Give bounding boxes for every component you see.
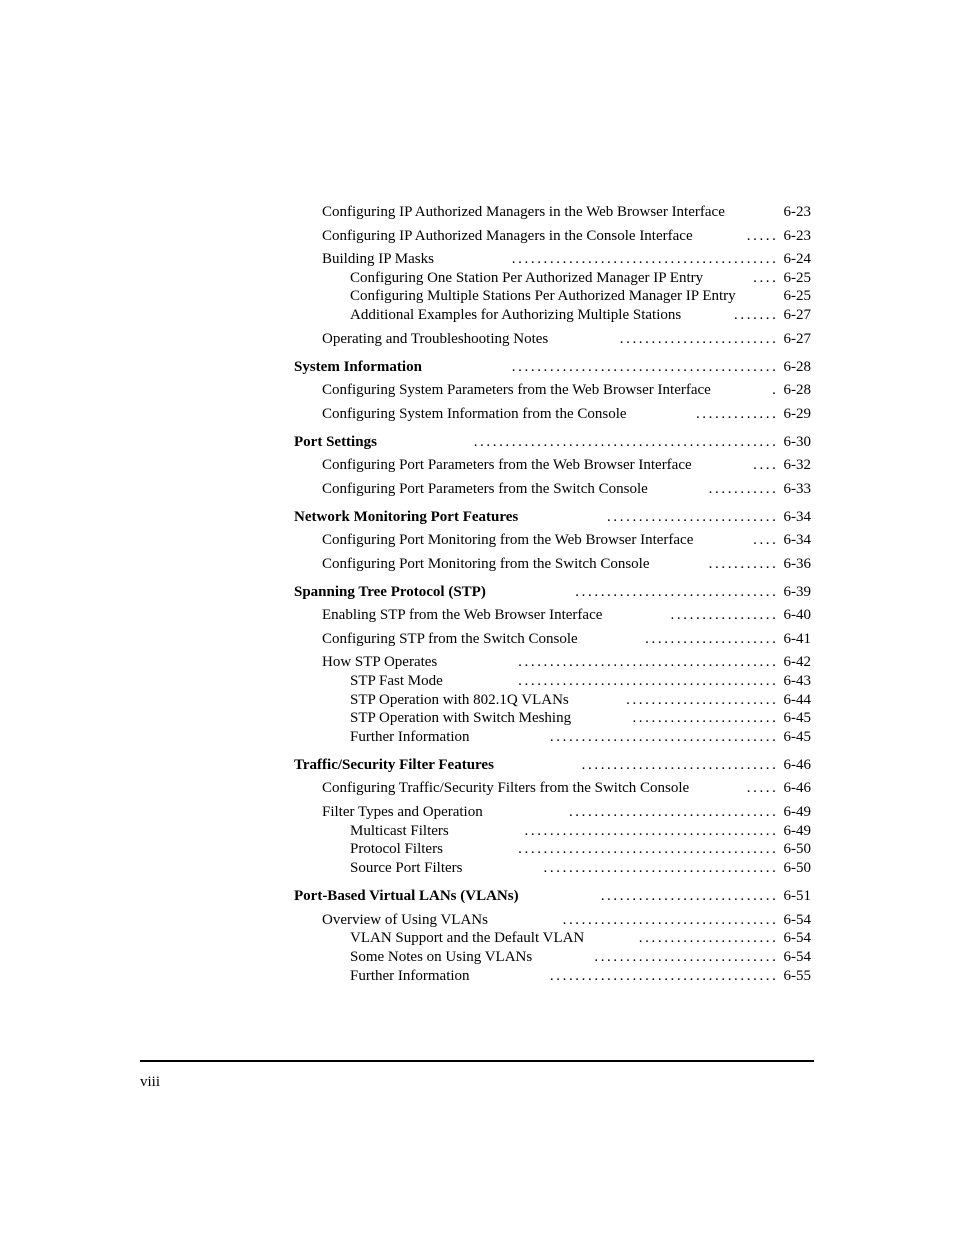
toc-entry-page: 6-44 [783,692,811,708]
toc-entry[interactable] [322,778,811,798]
toc-entry-leader: ................................. [568,804,779,820]
toc-entry-title: Configuring Port Parameters from the Web Browser Interface [322,457,692,473]
toc-entry-leader: ......................................... [518,673,779,689]
toc-entry-page: 6-49 [783,804,811,820]
toc-entry-title: How STP Operates [322,654,438,670]
toc-entry-title: Source Port Filters [350,860,463,876]
toc-entry[interactable] [322,802,811,822]
toc-entry-leader: .... [753,532,779,548]
toc-entry-leader: ..................... [645,631,779,647]
toc-entry-title: Configuring Port Parameters from the Switch Console [322,481,648,497]
toc-entry-title: Port-Based Virtual LANs (VLANs) [294,888,519,904]
toc-entry[interactable] [294,886,811,906]
toc-entry-title: Further Information [350,968,470,984]
toc-entry-leader: ....................... [632,710,779,726]
toc-entry-title: Port Settings [294,434,377,450]
toc-entry-page: 6-25 [783,270,811,286]
toc-entry-leader: ....... [734,307,779,323]
toc-entry-page: 6-41 [783,631,811,647]
toc-entry-page: 6-54 [783,912,811,928]
toc-entry-page: 6-55 [783,968,811,984]
toc-entry-title: Configuring One Station Per Authorized Manager IP Entry [350,270,704,286]
toc-entry[interactable] [322,380,811,400]
toc-entry-leader: ........... [708,556,779,572]
toc-entry[interactable] [294,432,811,452]
toc-entry-title: Spanning Tree Protocol (STP) [294,584,486,600]
toc-entry-title: Network Monitoring Port Features [294,509,519,525]
toc-entry-page: 6-42 [783,654,811,670]
toc-entry-leader: .................................... [549,968,779,984]
toc-entry-leader: ......................................... [518,654,779,670]
toc-entry-leader: ............................ [600,888,779,904]
toc-entry-title: Some Notes on Using VLANs [350,949,533,965]
toc-entry-page: 6-46 [783,780,811,796]
toc-entry-page: 6-40 [783,607,811,623]
toc-entry-title: STP Operation with Switch Meshing [350,710,572,726]
toc-entry-page: 6-54 [783,930,811,946]
toc-entry[interactable] [294,582,811,602]
toc-entry-title: Multicast Filters [350,823,449,839]
toc-entry[interactable] [350,966,811,986]
toc-entry-leader: ........................ [626,692,779,708]
toc-entry-title: Configuring Multiple Stations Per Authorized Manager IP Entry [350,288,736,304]
toc-entry[interactable] [350,821,811,841]
toc-entry-page: 6-30 [783,434,811,450]
toc-entry-page: 6-29 [783,406,811,422]
toc-entry[interactable] [322,652,811,672]
toc-entry-title: Configuring IP Authorized Managers in the Web Browser Interface [322,204,725,220]
toc-entry-page: 6-25 [783,288,811,304]
toc-entry-title: Filter Types and Operation [322,804,483,820]
toc-entry-page: 6-33 [783,481,811,497]
toc-entry[interactable] [322,404,811,424]
toc-entry-leader: ........................... [607,509,779,525]
toc-entry[interactable] [350,839,811,859]
toc-entry-page: 6-32 [783,457,811,473]
toc-entry-title: Overview of Using VLANs [322,912,488,928]
toc-entry[interactable] [350,286,811,306]
toc-entry-leader: .................................... [549,729,779,745]
toc-entry-page: 6-34 [783,532,811,548]
toc-entry-page: 6-54 [783,949,811,965]
toc-entry[interactable] [350,708,811,728]
toc-entry-leader: ..... [746,780,779,796]
toc-entry-leader: ..... [746,228,779,244]
toc-entry[interactable] [350,947,811,967]
toc-entry-page: 6-50 [783,860,811,876]
toc-entry-page: 6-46 [783,757,811,773]
toc-entry-page: 6-49 [783,823,811,839]
toc-entry-leader: ......................... [619,331,779,347]
toc-entry-page: 6-23 [783,204,811,220]
toc-entry-page: 6-50 [783,841,811,857]
toc-entry-leader: ................. [670,607,779,623]
toc-entry-page: 6-28 [783,382,811,398]
toc-entry-leader: ..................................... [543,860,779,876]
toc-entry[interactable] [294,507,811,527]
toc-entry-page: 6-27 [783,307,811,323]
toc-entry[interactable] [350,305,811,325]
toc-entry-leader: ........................................ [524,823,779,839]
toc-entry[interactable] [294,357,811,377]
toc-entry[interactable] [322,226,811,246]
toc-entry-leader: ............................... [581,757,779,773]
toc-entry-title: System Information [294,359,422,375]
toc-entry-title: Configuring Port Monitoring from the Web Browser Interface [322,532,694,548]
toc-entry[interactable] [350,671,811,691]
toc-entry-title: Configuring STP from the Switch Console [322,631,578,647]
toc-entry-page: 6-27 [783,331,811,347]
toc-entry-leader: .... [753,457,779,473]
toc-entry-title: Configuring Traffic/Security Filters from the Switch Console [322,780,690,796]
toc-entry-leader: . [772,382,779,398]
toc-entry[interactable] [322,329,811,349]
toc-entry-leader: ...................... [638,930,779,946]
toc-entry[interactable] [350,727,811,747]
toc-entry-title: Operating and Troubleshooting Notes [322,331,549,347]
toc-entry-leader: .... [753,270,779,286]
toc-entry-page: 6-43 [783,673,811,689]
toc-entry-page: 6-28 [783,359,811,375]
toc-entry-title: Configuring IP Authorized Managers in the Console Interface [322,228,693,244]
toc-entry-page: 6-51 [783,888,811,904]
toc-entry-leader: ................................................ [473,434,779,450]
page-number: viii [140,1074,161,1090]
toc-entry-leader: ......................................... [518,841,779,857]
toc-entry-title: Configuring Port Monitoring from the Switch Console [322,556,650,572]
toc-entry[interactable] [322,202,811,222]
toc-entry-page: 6-39 [783,584,811,600]
toc-entry[interactable] [322,479,811,499]
toc-entry-title: STP Operation with 802.1Q VLANs [350,692,569,708]
toc-entry[interactable] [322,629,811,649]
toc-entry-leader: ............. [695,406,779,422]
toc-entry-leader: .......................................... [511,359,779,375]
toc-entry-page: 6-45 [783,729,811,745]
toc-entry-leader: .......................................... [511,251,779,267]
toc-entry-leader: ........... [708,481,779,497]
toc-entry-title: Enabling STP from the Web Browser Interface [322,607,603,623]
toc-entry-title: Further Information [350,729,470,745]
toc-entry-page: 6-34 [783,509,811,525]
toc-entry-leader: ............................. [594,949,779,965]
toc-entry[interactable] [322,910,811,930]
toc-entry-title: Configuring System Information from the Console [322,406,627,422]
toc-entry-title: STP Fast Mode [350,673,443,689]
footer-rule [140,1060,814,1062]
toc-entry[interactable] [322,249,811,269]
toc-entry[interactable] [350,690,811,710]
toc-entry-leader: .................................. [562,912,779,928]
toc-entry[interactable] [322,455,811,475]
toc-entry-title: Traffic/Security Filter Features [294,757,494,773]
toc-entry-title: Protocol Filters [350,841,443,857]
toc-entry[interactable] [322,605,811,625]
toc-entry[interactable] [350,858,811,878]
toc-entry[interactable] [322,530,811,550]
toc-entry-leader: ................................ [575,584,779,600]
toc-entry-page: 6-45 [783,710,811,726]
toc-entry[interactable] [350,928,811,948]
toc-entry-title: Configuring System Parameters from the Web Browser Interface [322,382,711,398]
toc-entry-title: Additional Examples for Authorizing Multiple Stations [350,307,682,323]
toc-entry-page: 6-36 [783,556,811,572]
toc-entry-page: 6-23 [783,228,811,244]
toc-entry[interactable] [350,268,811,288]
toc-entry-page: 6-24 [783,251,811,267]
toc-entry[interactable] [294,755,811,775]
toc-entry[interactable] [322,554,811,574]
toc-entry-title: Building IP Masks [322,251,434,267]
toc-entry-title: VLAN Support and the Default VLAN [350,930,585,946]
